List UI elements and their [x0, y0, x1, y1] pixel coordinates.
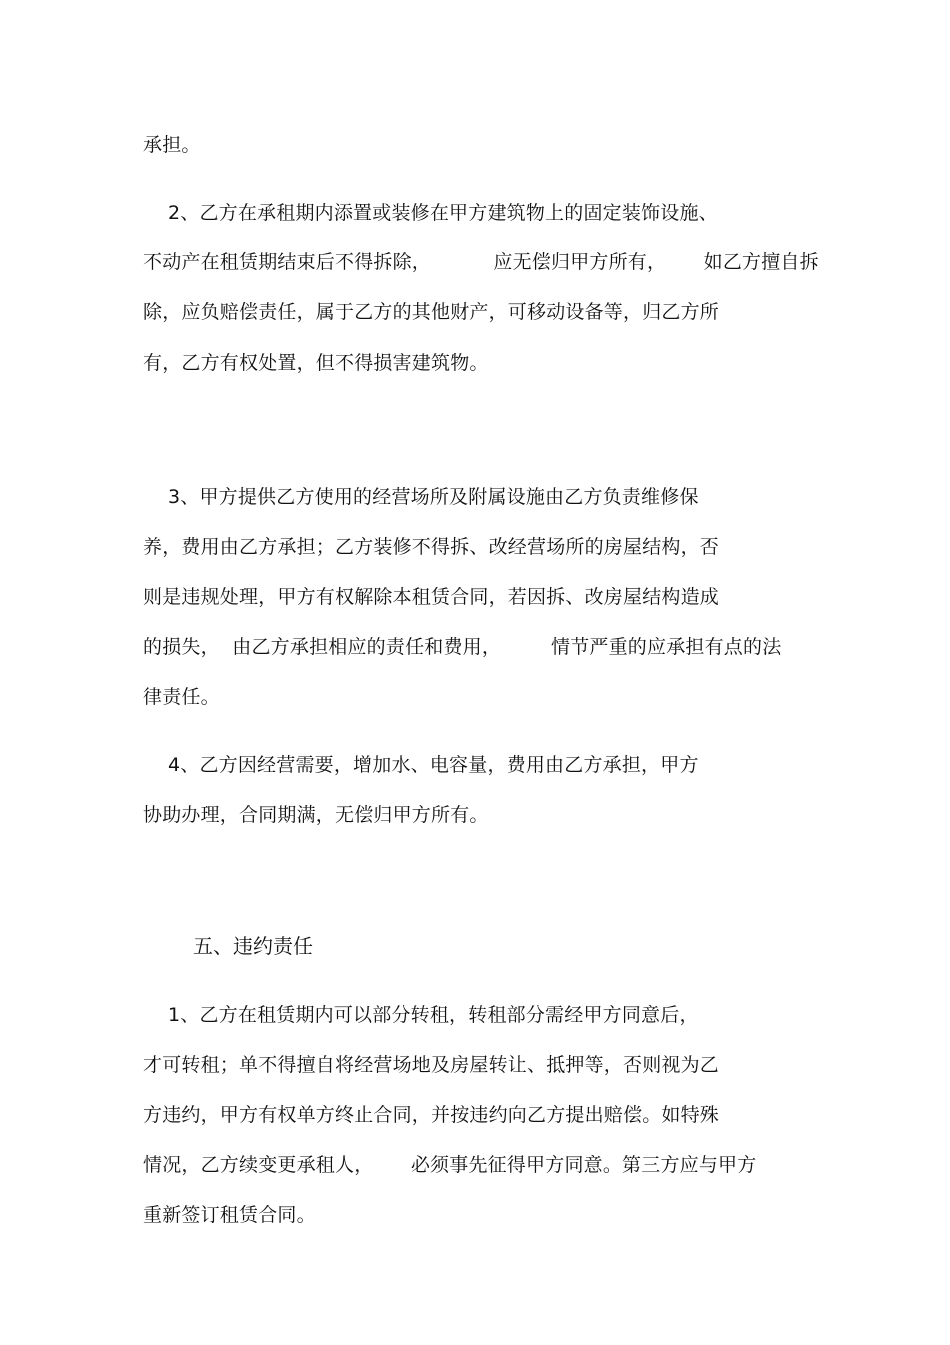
- text-line: 1、乙方在租赁期内可以部分转租，转租部分需经甲方同意后，: [143, 1004, 699, 1026]
- text-line: 2、乙方在承租期内添置或装修在甲方建筑物上的固定装饰设施、: [143, 202, 718, 224]
- text-line: 不动产在租赁期结束后不得拆除， 应无偿归甲方所有， 如乙方擅自拆: [143, 251, 819, 273]
- text-line: 协助办理，合同期满，无偿归甲方所有。: [143, 804, 489, 826]
- text-line: 养，费用由乙方承担；乙方装修不得拆、改经营场所的房屋结构，否: [143, 536, 720, 558]
- text-line: 承担。: [143, 134, 201, 156]
- text-line: 有，乙方有权处置，但不得损害建筑物。: [143, 352, 489, 374]
- text-line: 律责任。: [143, 686, 220, 708]
- text-line: 情况，乙方续变更承租人， 必须事先征得甲方同意。第三方应与甲方: [143, 1154, 757, 1176]
- text-line: 的损失， 由乙方承担相应的责任和费用， 情节严重的应承担有点的法: [143, 636, 782, 658]
- text-line: 方违约，甲方有权单方终止合同，并按违约向乙方提出赔偿。如特殊: [143, 1104, 720, 1126]
- text-line: 则是违规处理，甲方有权解除本租赁合同，若因拆、改房屋结构造成: [143, 586, 720, 608]
- text-line: 才可转租；单不得擅自将经营场地及房屋转让、抵押等，否则视为乙: [143, 1054, 720, 1076]
- text-line: 除，应负赔偿责任，属于乙方的其他财产，可移动设备等，归乙方所: [143, 301, 720, 323]
- section-heading: 五、违约责任: [193, 934, 313, 958]
- text-line: 重新签订租赁合同。: [143, 1204, 316, 1226]
- text-line: 4、乙方因经营需要，增加水、电容量，费用由乙方承担，甲方: [143, 754, 699, 776]
- text-line: 3、甲方提供乙方使用的经营场所及附属设施由乙方负责维修保: [143, 486, 699, 508]
